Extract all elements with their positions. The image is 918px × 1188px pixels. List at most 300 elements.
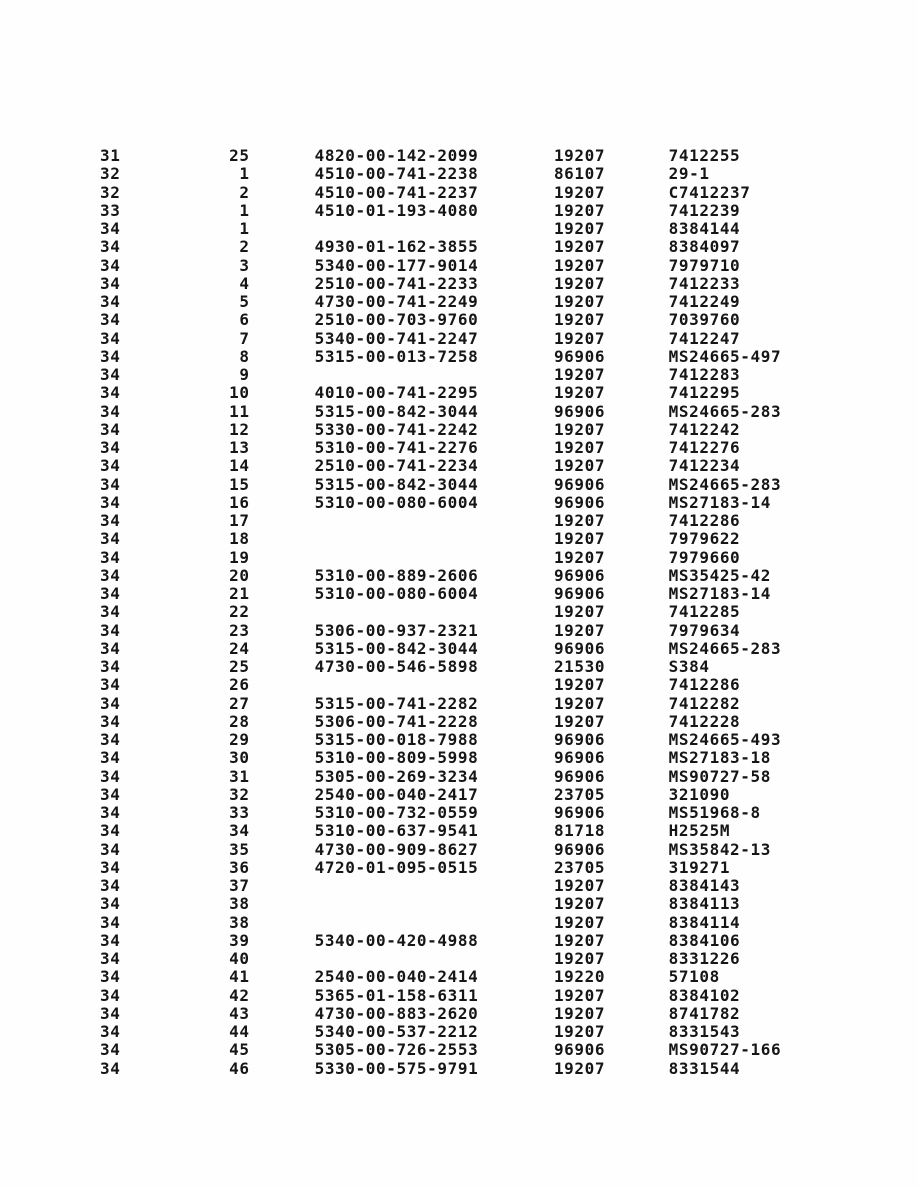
fscm-cell: 96906 bbox=[553, 730, 606, 749]
item-cell: 27 bbox=[229, 693, 250, 713]
table-row bbox=[0, 786, 918, 804]
part-number-cell: MS24665-283 bbox=[668, 401, 782, 421]
fscm-cell: 19207 bbox=[553, 419, 606, 439]
stock-number-cell bbox=[315, 877, 554, 895]
stock-number-cell bbox=[315, 530, 554, 548]
part-number-cell: 7412233 bbox=[668, 273, 741, 293]
part-number-cell: MS24665-283 bbox=[668, 638, 782, 658]
table-row bbox=[0, 348, 918, 366]
item-cell: 41 bbox=[229, 967, 250, 987]
stock-number-cell: 4730-00-741-2249 bbox=[314, 292, 479, 311]
item-cell: 38 bbox=[229, 912, 250, 932]
fscm-cell: 19207 bbox=[553, 328, 606, 348]
item-cell: 16 bbox=[229, 492, 250, 512]
part-number-cell: 7412242 bbox=[668, 419, 741, 439]
figure-cell: 34 bbox=[100, 419, 121, 439]
fscm-cell: 86107 bbox=[553, 164, 606, 184]
fscm-cell: 96906 bbox=[553, 638, 606, 658]
figure-cell: 34 bbox=[100, 1022, 121, 1041]
item-cell: 18 bbox=[229, 529, 250, 549]
table-row bbox=[0, 165, 918, 183]
figure-cell: 34 bbox=[100, 401, 121, 421]
fscm-cell: 19207 bbox=[553, 511, 606, 530]
table-row bbox=[0, 311, 918, 329]
figure-cell: 34 bbox=[100, 292, 121, 311]
table-row bbox=[0, 658, 918, 676]
table-row bbox=[0, 494, 918, 512]
stock-number-cell: 2510-00-741-2233 bbox=[314, 273, 479, 293]
item-cell: 31 bbox=[229, 766, 250, 786]
item-cell: 6 bbox=[239, 310, 250, 330]
part-number-cell: 7412276 bbox=[668, 438, 741, 457]
fscm-cell: 19207 bbox=[553, 219, 606, 238]
figure-cell: 34 bbox=[100, 273, 121, 293]
table-row bbox=[0, 603, 918, 621]
figure-cell: 34 bbox=[100, 693, 121, 713]
item-cell: 43 bbox=[229, 1003, 250, 1023]
stock-number-cell: 5310-00-732-0559 bbox=[314, 803, 479, 822]
fscm-cell: 19207 bbox=[553, 711, 606, 731]
stock-number-cell: 2540-00-040-2417 bbox=[314, 784, 479, 804]
stock-number-cell: 5315-00-842-3044 bbox=[314, 638, 479, 658]
part-number-cell: 7412239 bbox=[668, 200, 741, 220]
figure-cell: 34 bbox=[100, 766, 121, 786]
item-cell: 25 bbox=[229, 657, 250, 676]
figure-cell: 34 bbox=[100, 584, 121, 603]
stock-number-cell bbox=[315, 512, 554, 530]
table-row bbox=[0, 421, 918, 439]
part-number-cell: 8384097 bbox=[668, 237, 741, 257]
figure-cell: 34 bbox=[100, 930, 121, 950]
fscm-cell: 19207 bbox=[553, 693, 606, 713]
table-row bbox=[0, 914, 918, 932]
stock-number-cell: 2510-00-741-2234 bbox=[314, 456, 479, 476]
part-number-cell: MS24665-283 bbox=[668, 474, 782, 494]
item-cell: 11 bbox=[229, 401, 250, 421]
figure-cell: 34 bbox=[100, 803, 121, 822]
table-row bbox=[0, 987, 918, 1005]
item-cell: 5 bbox=[239, 292, 250, 311]
stock-number-cell: 4730-00-909-8627 bbox=[314, 839, 479, 859]
fscm-cell: 19207 bbox=[553, 383, 606, 403]
figure-cell: 34 bbox=[100, 821, 121, 841]
fscm-cell: 96906 bbox=[553, 584, 606, 603]
fscm-cell: 19207 bbox=[553, 200, 606, 220]
part-number-cell: MS27183-14 bbox=[668, 492, 771, 512]
item-cell: 1 bbox=[239, 219, 250, 238]
item-cell: 19 bbox=[229, 547, 250, 567]
item-cell: 24 bbox=[229, 638, 250, 658]
figure-cell: 34 bbox=[100, 383, 121, 403]
fscm-cell: 19207 bbox=[553, 273, 606, 293]
stock-number-cell bbox=[315, 914, 554, 932]
table-row bbox=[0, 1060, 918, 1078]
part-number-cell: MS27183-14 bbox=[668, 584, 771, 603]
fscm-cell: 19207 bbox=[553, 930, 606, 950]
stock-number-cell bbox=[315, 676, 554, 694]
stock-number-cell: 4510-00-741-2237 bbox=[314, 182, 479, 202]
figure-cell: 34 bbox=[100, 365, 121, 384]
part-number-cell: 7979710 bbox=[668, 255, 741, 275]
item-cell: 8 bbox=[239, 346, 250, 366]
fscm-cell: 19207 bbox=[553, 310, 606, 330]
item-cell: 25 bbox=[229, 146, 250, 165]
table-row bbox=[0, 932, 918, 950]
part-number-cell: 8384144 bbox=[668, 219, 741, 238]
stock-number-cell: 5340-00-420-4988 bbox=[314, 930, 479, 950]
part-number-cell: 8741782 bbox=[668, 1003, 741, 1023]
table-row bbox=[0, 220, 918, 238]
stock-number-cell bbox=[315, 895, 554, 913]
fscm-cell: 19207 bbox=[553, 876, 606, 895]
part-number-cell: 321090 bbox=[668, 784, 731, 804]
part-number-cell: MS51968-8 bbox=[668, 803, 761, 822]
fscm-cell: 96906 bbox=[553, 748, 606, 768]
item-cell: 1 bbox=[239, 164, 250, 184]
item-cell: 14 bbox=[229, 456, 250, 476]
fscm-cell: 96906 bbox=[553, 565, 606, 585]
item-cell: 9 bbox=[239, 365, 250, 384]
figure-cell: 34 bbox=[100, 876, 121, 895]
table-row bbox=[0, 257, 918, 275]
stock-number-cell bbox=[315, 366, 554, 384]
part-number-cell: MS27183-18 bbox=[668, 748, 771, 768]
table-row bbox=[0, 695, 918, 713]
table-row bbox=[0, 1023, 918, 1041]
table-row bbox=[0, 1041, 918, 1059]
stock-number-cell: 5340-00-741-2247 bbox=[314, 328, 479, 348]
fscm-cell: 19220 bbox=[553, 967, 606, 987]
item-cell: 29 bbox=[229, 730, 250, 749]
part-number-cell: 7979660 bbox=[668, 547, 741, 567]
table-row bbox=[0, 184, 918, 202]
figure-cell: 34 bbox=[100, 547, 121, 567]
part-number-cell: 7412234 bbox=[668, 456, 741, 476]
fscm-cell: 19207 bbox=[553, 255, 606, 275]
fscm-cell: 19207 bbox=[553, 602, 606, 622]
part-number-cell: 8331544 bbox=[668, 1058, 741, 1078]
part-number-cell: MS24665-497 bbox=[668, 346, 782, 366]
fscm-cell: 96906 bbox=[553, 766, 606, 786]
table-row bbox=[0, 622, 918, 640]
figure-cell: 34 bbox=[100, 730, 121, 749]
stock-number-cell: 5305-00-726-2553 bbox=[314, 1040, 479, 1060]
part-number-cell: 7039760 bbox=[668, 310, 741, 330]
stock-number-cell: 4820-00-142-2099 bbox=[314, 146, 479, 165]
table-row bbox=[0, 841, 918, 859]
fscm-cell: 19207 bbox=[553, 1003, 606, 1023]
table-row bbox=[0, 749, 918, 767]
stock-number-cell: 5310-00-637-9541 bbox=[314, 821, 479, 841]
stock-number-cell bbox=[315, 603, 554, 621]
table-row bbox=[0, 968, 918, 986]
stock-number-cell: 5310-00-741-2276 bbox=[314, 438, 479, 457]
item-cell: 34 bbox=[229, 821, 250, 841]
item-cell: 33 bbox=[229, 803, 250, 822]
fscm-cell: 19207 bbox=[553, 365, 606, 384]
stock-number-cell: 5310-00-889-2606 bbox=[314, 565, 479, 585]
table-row bbox=[0, 549, 918, 567]
fscm-cell: 96906 bbox=[553, 474, 606, 494]
item-cell: 4 bbox=[239, 273, 250, 293]
table-row bbox=[0, 950, 918, 968]
item-cell: 13 bbox=[229, 438, 250, 457]
figure-cell: 34 bbox=[100, 894, 121, 914]
stock-number-cell: 5315-00-842-3044 bbox=[314, 401, 479, 421]
table-row bbox=[0, 731, 918, 749]
fscm-cell: 19207 bbox=[553, 456, 606, 476]
figure-cell: 34 bbox=[100, 949, 121, 968]
fscm-cell: 19207 bbox=[553, 1058, 606, 1078]
stock-number-cell: 5330-00-575-9791 bbox=[314, 1058, 479, 1078]
figure-cell: 34 bbox=[100, 602, 121, 622]
fscm-cell: 19207 bbox=[553, 182, 606, 202]
figure-cell: 34 bbox=[100, 529, 121, 549]
figure-cell: 34 bbox=[100, 219, 121, 238]
fscm-cell: 19207 bbox=[553, 529, 606, 549]
item-cell: 23 bbox=[229, 620, 250, 640]
table-row bbox=[0, 275, 918, 293]
fscm-cell: 19207 bbox=[553, 949, 606, 968]
stock-number-cell bbox=[315, 950, 554, 968]
item-cell: 40 bbox=[229, 949, 250, 968]
stock-number-cell: 4510-01-193-4080 bbox=[314, 200, 479, 220]
table-row bbox=[0, 676, 918, 694]
figure-cell: 34 bbox=[100, 912, 121, 932]
part-number-cell: MS35425-42 bbox=[668, 565, 771, 585]
item-cell: 38 bbox=[229, 894, 250, 914]
table-row bbox=[0, 859, 918, 877]
item-cell: 17 bbox=[229, 511, 250, 530]
item-cell: 45 bbox=[229, 1040, 250, 1060]
table-row bbox=[0, 585, 918, 603]
part-number-cell: H2525M bbox=[668, 821, 731, 841]
part-number-cell: 7412228 bbox=[668, 711, 741, 731]
part-number-cell: MS90727-166 bbox=[668, 1040, 782, 1060]
fscm-cell: 19207 bbox=[553, 894, 606, 914]
stock-number-cell: 5340-00-177-9014 bbox=[314, 255, 479, 275]
part-number-cell: 7412285 bbox=[668, 602, 741, 622]
item-cell: 36 bbox=[229, 857, 250, 877]
table-row bbox=[0, 1005, 918, 1023]
figure-cell: 34 bbox=[100, 255, 121, 275]
part-number-cell: 7412247 bbox=[668, 328, 741, 348]
table-row bbox=[0, 330, 918, 348]
figure-cell: 34 bbox=[100, 511, 121, 530]
fscm-cell: 96906 bbox=[553, 839, 606, 859]
stock-number-cell: 5340-00-537-2212 bbox=[314, 1022, 479, 1041]
fscm-cell: 19207 bbox=[553, 675, 606, 695]
part-number-cell: 7979634 bbox=[668, 620, 741, 640]
table-row bbox=[0, 768, 918, 786]
part-number-cell: 8384102 bbox=[668, 985, 741, 1005]
figure-cell: 34 bbox=[100, 748, 121, 768]
table-row bbox=[0, 895, 918, 913]
item-cell: 12 bbox=[229, 419, 250, 439]
part-number-cell: 8331226 bbox=[668, 949, 741, 968]
figure-cell: 32 bbox=[100, 182, 121, 202]
figure-cell: 34 bbox=[100, 1058, 121, 1078]
figure-cell: 34 bbox=[100, 492, 121, 512]
table-row bbox=[0, 384, 918, 402]
item-cell: 21 bbox=[229, 584, 250, 603]
figure-cell: 34 bbox=[100, 346, 121, 366]
figure-cell: 34 bbox=[100, 711, 121, 731]
item-cell: 3 bbox=[239, 255, 250, 275]
part-number-cell: 319271 bbox=[668, 857, 731, 877]
stock-number-cell: 5306-00-937-2321 bbox=[314, 620, 479, 640]
table-row bbox=[0, 877, 918, 895]
table-row bbox=[0, 476, 918, 494]
part-number-cell: 57108 bbox=[668, 967, 720, 987]
part-number-cell: 7412282 bbox=[668, 693, 741, 713]
item-cell: 10 bbox=[229, 383, 250, 403]
item-cell: 28 bbox=[229, 711, 250, 731]
table-row bbox=[0, 512, 918, 530]
stock-number-cell: 5315-00-842-3044 bbox=[314, 474, 479, 494]
item-cell: 15 bbox=[229, 474, 250, 494]
fscm-cell: 96906 bbox=[553, 401, 606, 421]
table-row bbox=[0, 713, 918, 731]
part-number-cell: MS90727-58 bbox=[668, 766, 771, 786]
fscm-cell: 96906 bbox=[553, 803, 606, 822]
fscm-cell: 21530 bbox=[553, 657, 606, 676]
item-cell: 37 bbox=[229, 876, 250, 895]
figure-cell: 34 bbox=[100, 784, 121, 804]
table-row bbox=[0, 457, 918, 475]
fscm-cell: 96906 bbox=[553, 492, 606, 512]
part-number-cell: 8384114 bbox=[668, 912, 741, 932]
table-row bbox=[0, 202, 918, 220]
part-number-cell: 7412286 bbox=[668, 511, 741, 530]
figure-cell: 34 bbox=[100, 1003, 121, 1023]
figure-cell: 34 bbox=[100, 456, 121, 476]
table-row bbox=[0, 238, 918, 256]
table-row bbox=[0, 439, 918, 457]
fscm-cell: 81718 bbox=[553, 821, 606, 841]
part-number-cell: 8384143 bbox=[668, 876, 741, 895]
part-number-cell: 7412283 bbox=[668, 365, 741, 384]
stock-number-cell: 5310-00-809-5998 bbox=[314, 748, 479, 768]
table-row bbox=[0, 640, 918, 658]
part-number-cell: MS35842-13 bbox=[668, 839, 771, 859]
figure-cell: 34 bbox=[100, 657, 121, 676]
figure-cell: 34 bbox=[100, 310, 121, 330]
part-number-cell: C7412237 bbox=[668, 182, 751, 202]
fscm-cell: 19207 bbox=[553, 237, 606, 257]
figure-cell: 34 bbox=[100, 620, 121, 640]
item-cell: 1 bbox=[239, 200, 250, 220]
fscm-cell: 19207 bbox=[553, 146, 606, 165]
figure-cell: 32 bbox=[100, 164, 121, 184]
table-row bbox=[0, 804, 918, 822]
part-number-cell: 7412286 bbox=[668, 675, 741, 695]
fscm-cell: 19207 bbox=[553, 620, 606, 640]
stock-number-cell: 4010-00-741-2295 bbox=[314, 383, 479, 403]
item-cell: 32 bbox=[229, 784, 250, 804]
figure-cell: 31 bbox=[100, 146, 121, 165]
stock-number-cell: 2510-00-703-9760 bbox=[314, 310, 479, 330]
stock-number-cell: 4730-00-883-2620 bbox=[314, 1003, 479, 1023]
stock-number-cell: 4930-01-162-3855 bbox=[314, 237, 479, 257]
figure-cell: 34 bbox=[100, 675, 121, 695]
item-cell: 44 bbox=[229, 1022, 250, 1041]
stock-number-cell: 5315-00-013-7258 bbox=[314, 346, 479, 366]
item-cell: 7 bbox=[239, 328, 250, 348]
fscm-cell: 19207 bbox=[553, 985, 606, 1005]
item-cell: 26 bbox=[229, 675, 250, 695]
figure-cell: 34 bbox=[100, 237, 121, 257]
figure-cell: 34 bbox=[100, 839, 121, 859]
part-number-cell: S384 bbox=[668, 657, 710, 676]
part-number-cell: 7412249 bbox=[668, 292, 741, 311]
fscm-cell: 23705 bbox=[553, 784, 606, 804]
item-cell: 46 bbox=[229, 1058, 250, 1078]
part-number-cell: 8384113 bbox=[668, 894, 741, 914]
fscm-cell: 96906 bbox=[553, 1040, 606, 1060]
item-cell: 20 bbox=[229, 565, 250, 585]
figure-cell: 34 bbox=[100, 438, 121, 457]
item-cell: 2 bbox=[239, 237, 250, 257]
fscm-cell: 96906 bbox=[553, 346, 606, 366]
figure-cell: 34 bbox=[100, 328, 121, 348]
figure-cell: 34 bbox=[100, 857, 121, 877]
stock-number-cell: 5306-00-741-2228 bbox=[314, 711, 479, 731]
table-row bbox=[0, 567, 918, 585]
fscm-cell: 23705 bbox=[553, 857, 606, 877]
item-cell: 39 bbox=[229, 930, 250, 950]
stock-number-cell: 5365-01-158-6311 bbox=[314, 985, 479, 1005]
item-cell: 35 bbox=[229, 839, 250, 859]
part-number-cell: 7412255 bbox=[668, 146, 741, 165]
figure-cell: 34 bbox=[100, 474, 121, 494]
fscm-cell: 19207 bbox=[553, 547, 606, 567]
item-cell: 2 bbox=[239, 182, 250, 202]
figure-cell: 34 bbox=[100, 638, 121, 658]
figure-cell: 34 bbox=[100, 967, 121, 987]
part-number-cell: 7979622 bbox=[668, 529, 741, 549]
item-cell: 22 bbox=[229, 602, 250, 622]
table-row bbox=[0, 293, 918, 311]
part-number-cell: 8384106 bbox=[668, 930, 741, 950]
figure-cell: 34 bbox=[100, 985, 121, 1005]
stock-number-cell: 5310-00-080-6004 bbox=[314, 584, 479, 603]
stock-number-cell: 5330-00-741-2242 bbox=[314, 419, 479, 439]
stock-number-cell: 4510-00-741-2238 bbox=[314, 164, 479, 184]
stock-number-cell bbox=[315, 220, 554, 238]
stock-number-cell: 5305-00-269-3234 bbox=[314, 766, 479, 786]
stock-number-cell: 4720-01-095-0515 bbox=[314, 857, 479, 877]
figure-cell: 33 bbox=[100, 200, 121, 220]
part-number-cell: 29-1 bbox=[668, 164, 710, 184]
part-number-cell: 8331543 bbox=[668, 1022, 741, 1041]
stock-number-cell: 2540-00-040-2414 bbox=[314, 967, 479, 987]
item-cell: 42 bbox=[229, 985, 250, 1005]
fscm-cell: 19207 bbox=[553, 912, 606, 932]
table-row bbox=[0, 366, 918, 384]
stock-number-cell: 4730-00-546-5898 bbox=[314, 657, 479, 676]
fscm-cell: 19207 bbox=[553, 438, 606, 457]
figure-cell: 34 bbox=[100, 565, 121, 585]
part-number-cell: MS24665-493 bbox=[668, 730, 782, 749]
stock-number-cell: 5315-00-018-7988 bbox=[314, 730, 479, 749]
table-row bbox=[0, 530, 918, 548]
stock-number-cell: 5315-00-741-2282 bbox=[314, 693, 479, 713]
figure-cell: 34 bbox=[100, 1040, 121, 1060]
table-row bbox=[0, 822, 918, 840]
part-number-cell: 7412295 bbox=[668, 383, 741, 403]
item-cell: 30 bbox=[229, 748, 250, 768]
